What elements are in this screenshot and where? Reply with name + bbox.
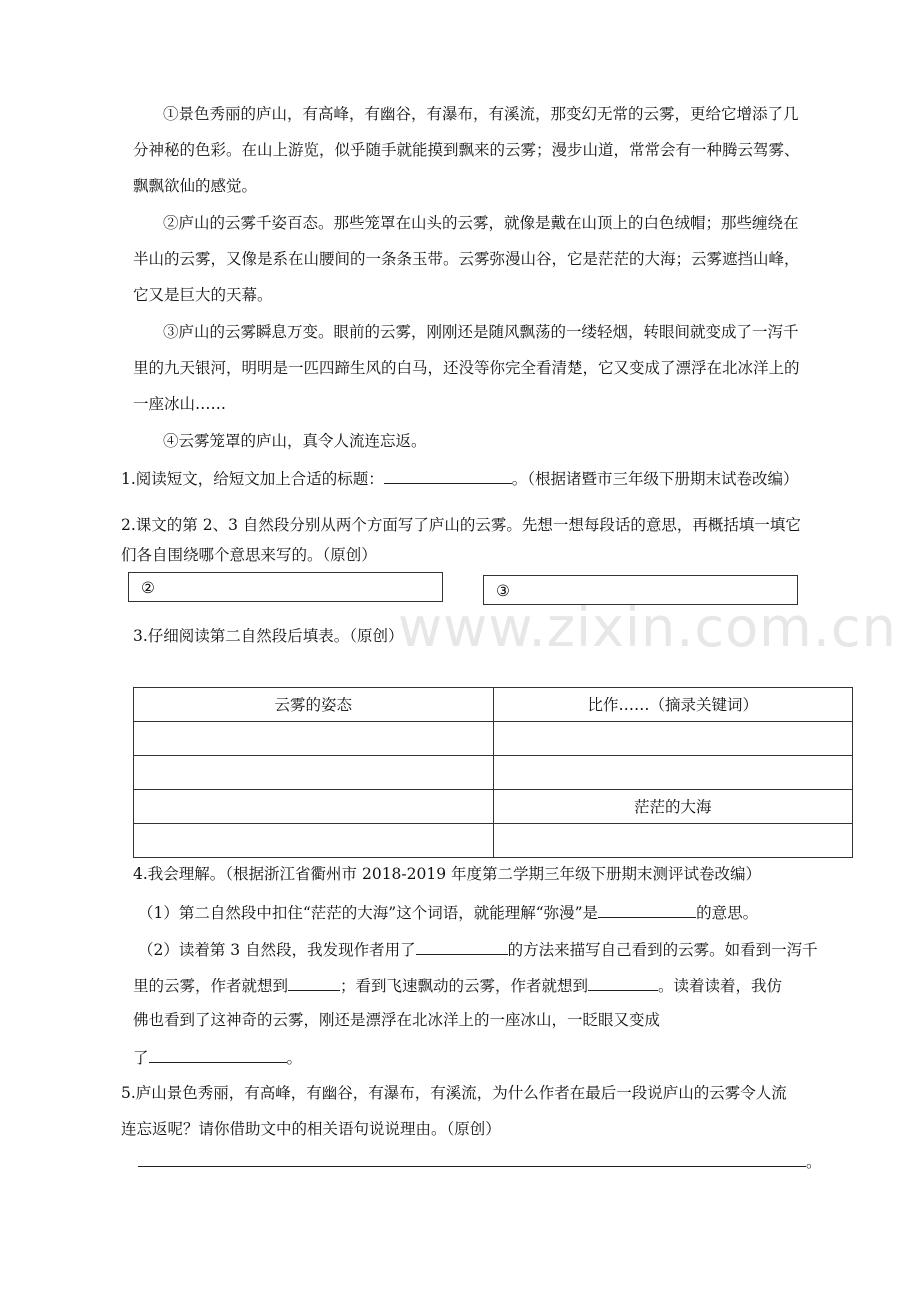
q3-table <box>133 687 853 858</box>
table-cell[interactable] <box>134 824 494 858</box>
passage-p1-line1: ①景色秀丽的庐山，有高峰，有幽谷，有瀑布，有溪流，那变幻无常的云雾，更给它增添了几 <box>163 105 799 123</box>
q4-sub2-text-h: 。 <box>286 1049 303 1067</box>
q4-sub2-blank-1[interactable] <box>288 974 340 991</box>
q4-sub2-text-g: 了 <box>133 1049 149 1067</box>
q4-sub2-line3: 佛也看到了这神奇的云雾，刚还是漂浮在北冰洋上的一座冰山，一眨眼又变成 <box>133 1011 661 1029</box>
q5-end: 。 <box>806 1153 822 1171</box>
q4-sub2-blank-2[interactable] <box>588 974 658 991</box>
q4-sub1-blank[interactable] <box>598 901 696 918</box>
q3-text: 3.仔细阅读第二自然段后填表。（原创） <box>133 627 404 645</box>
q4-sub2-line1 <box>138 938 818 960</box>
question-1 <box>121 467 799 489</box>
table-header-metaphor: 比作……（摘录关键词） <box>493 688 853 722</box>
q2-box-3-label: ③ <box>496 582 510 600</box>
table-header-row <box>134 688 853 722</box>
passage-p2-line3: 它又是巨大的天幕。 <box>133 286 273 304</box>
table-cell[interactable] <box>134 790 494 824</box>
table-row <box>134 824 853 858</box>
q5-line1: 5.庐山景色秀丽，有高峰，有幽谷，有瀑布，有溪流，为什么作者在最后一段说庐山的云雾令人流 <box>121 1084 787 1102</box>
table-cell[interactable] <box>493 824 853 858</box>
q2-line2: 们各自围绕哪个意思来写的。（原创） <box>121 546 377 564</box>
q4-sub2-text-a: （2）读着第 3 自然段，我发现作者用了 <box>138 941 416 959</box>
table-cell[interactable] <box>493 756 853 790</box>
table-cell: 茫茫的大海 <box>493 790 853 824</box>
passage-p1-line3: 飘飘欲仙的感觉。 <box>133 177 258 195</box>
table-row <box>134 722 853 756</box>
q5-line2: 连忘返呢？请你借助文中的相关语句说说理由。（原创） <box>121 1120 501 1138</box>
q4-sub2-blank-method[interactable] <box>416 938 508 955</box>
q4-sub2-blank-3[interactable] <box>149 1046 287 1063</box>
table-row <box>134 790 853 824</box>
q4-sub2-text-b: 的方法来描写自己看到的云雾。如看到一泻千 <box>507 941 818 959</box>
q4-sub1 <box>138 901 758 923</box>
q4-text: 4.我会理解。（根据浙江省衢州市 2018-2019 年度第二学期三年级下册期末测评试卷改编） <box>133 865 762 883</box>
passage-p3-line3: 一座冰山…… <box>133 395 227 413</box>
q4-sub2-text-e: 。读着读着，我仿 <box>658 977 783 995</box>
q1-source: 。（根据诸暨市三年级下册期末试卷改编） <box>511 470 799 488</box>
table-cell[interactable] <box>134 756 494 790</box>
q1-title-blank[interactable] <box>384 467 512 484</box>
passage-p1-line2: 分神秘的色彩。在山上游览，似乎随手就能摸到飘来的云雾；漫步山道，常常会有一种腾云驾雾、 <box>133 141 800 159</box>
q4-sub1-end: 的意思。 <box>696 904 759 922</box>
q2-line1: 2.课文的第 2、3 自然段分别从两个方面写了庐山的云雾。先想一想每段话的意思，再概括填一填它 <box>121 516 801 534</box>
q4-sub1-text: （1）第二自然段中扣住“茫茫的大海”这个词语，就能理解“弥漫”是 <box>138 904 599 922</box>
table-cell[interactable] <box>134 722 494 756</box>
q2-box-2-label: ② <box>141 579 155 597</box>
passage-p4: ④云雾笼罩的庐山，真令人流连忘返。 <box>163 432 427 450</box>
q5-answer-blank[interactable] <box>138 1150 806 1167</box>
passage-p2-line2: 半山的云雾，又像是系在山腰间的一条条玉带。云雾弥漫山谷，它是茫茫的大海；云雾遮挡山峰， <box>133 250 800 268</box>
passage-p3-line2: 里的九天银河，明明是一匹四蹄生风的白马，还没等你完全看清楚，它又变成了漂浮在北冰洋上的 <box>133 359 800 377</box>
q4-sub2-line2 <box>133 974 782 996</box>
passage-p2-line1: ②庐山的云雾千姿百态。那些笼罩在山头的云雾，就像是戴在山顶上的白色绒帽；那些缠绕在 <box>163 214 799 232</box>
passage-p3-line1: ③庐山的云雾瞬息万变。眼前的云雾，刚刚还是随风飘荡的一缕轻烟，转眼间就变成了一泻千 <box>163 323 799 341</box>
table-row <box>134 756 853 790</box>
q2-answer-box-2[interactable] <box>128 572 443 602</box>
q4-sub2-text-c: 里的云雾，作者就想到 <box>133 977 289 995</box>
q1-text: 1.阅读短文，给短文加上合适的标题： <box>121 470 384 488</box>
q2-answer-box-3[interactable] <box>483 575 798 605</box>
q4-sub2-line4 <box>133 1046 302 1068</box>
q5-answer <box>138 1150 822 1172</box>
table-cell[interactable] <box>493 722 853 756</box>
q4-sub2-text-d: ；看到飞速飘动的云雾，作者就想到 <box>340 977 589 995</box>
watermark: www.zixin.com.cn <box>398 596 897 659</box>
table-header-posture: 云雾的姿态 <box>134 688 494 722</box>
